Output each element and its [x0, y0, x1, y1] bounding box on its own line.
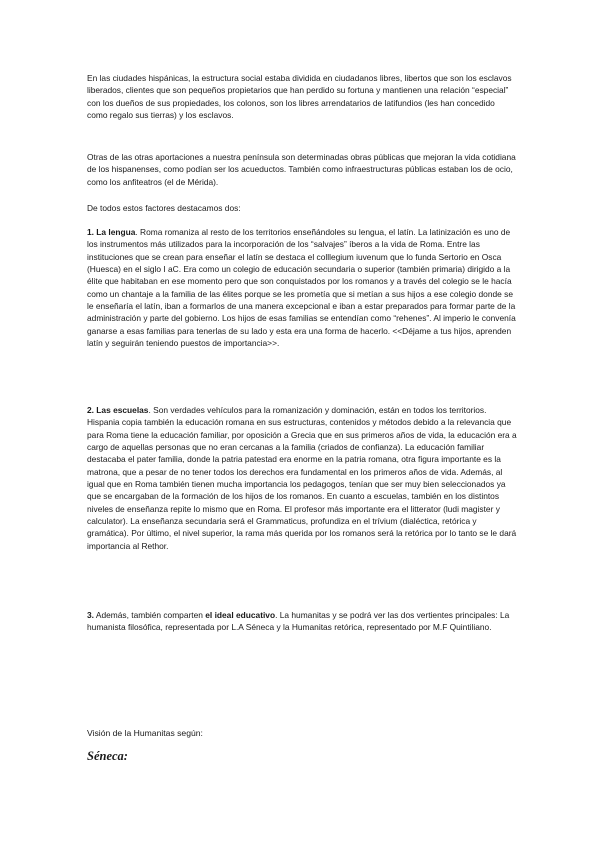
paragraph-language	[87, 226, 517, 349]
seneca-heading: Séneca:	[87, 749, 128, 763]
paragraph-public-works: Otras de las otras aportaciones a nuestra península son determinadas obras públicas que mejoran la vida cotidiana de los hispanenses, como podían ser los acueductos. También como infraestructuras públicas estaban los de ocio, como los anfiteatros (el de Mérida).	[87, 152, 516, 187]
paragraph-social-structure: En las ciudades hispánicas, la estructura social estaba dividida en ciudadanos libres, libertos que son los esclavos liberados, clientes que son pequeños propietarios que han perdido su fortuna y mantienen una relación “especial” con los dueños de sus propiedades, los colonos, son los libres arrendatarios de latifundios (les han concedido como regalo sus tierras) y los esclavos.	[87, 73, 512, 121]
ideal-body: . La humanitas y se podrá ver las dos vertientes principales: La humanista filosófica, representada por L.A Séneca y la Humanitas retórica, representado por M.F Quintiliano.	[87, 610, 510, 633]
language-heading: 1. La lengua	[87, 227, 136, 237]
ideal-number: 3.	[87, 610, 94, 620]
paragraph-educational-ideal	[87, 609, 517, 634]
humanitas-intro: Visión de la Humanitas según:	[87, 728, 203, 738]
ideal-intro: Además, también comparten	[94, 610, 206, 620]
schools-body: . Son verdades vehículos para la romanización y dominación, están en todos los territorios. Hispania copia también la educación romana en sus estructuras, contenidos y métodos debido a la relevancia que para Roma tiene la educación familiar, por oposición a Grecia que en sus primeros años de vida, la educación era a cargo de aquellas personas que no eran cercanas a la familia (criados de confianza). La educación familiar destacaba el pater familia, donde la patria patestad era enorme en la patria romana, otra figura importante es la matrona, que a pesar de no tener todos los derechos era fundamental en los primeros años de vida. Además, al igual que en Roma también tienen mucha importancia los pedagogos, tenían que ser muy bien seleccionados ya que se encargaban de la formación de los hijos de los romanos. En cuanto a escuelas, también en los distintos niveles de enseñanza repite lo mismo que en Roma. El profesor más importante era el litterator (ludi magister y calculator). La enseñanza secundaria será el Grammaticus, profundiza en el trívium (dialéctica, retórica y gramática). Por último, el nivel superior, la rama más querida por los romanos será la retórica por lo tanto se le dará importancia al Rethor.	[87, 405, 517, 551]
paragraph-factors-intro: De todos estos factores destacamos dos:	[87, 203, 241, 213]
schools-heading: 2. Las escuelas	[87, 405, 149, 415]
ideal-heading: el ideal educativo	[205, 610, 276, 620]
language-body: . Roma romaniza al resto de los territorios enseñándoles su lengua, el latín. La latinización es uno de los instrumentos más utilizados para la incorporación de los “salvajes” íberos a la vida de Roma. Entre las instituciones que se crean para enseñar el latín se destaca el colllegium iuvenum que lo funda Sertorio en Osca (Huesca) en el siglo I aC. Era como un colegio de educación secundaria o superior (también primaria) dirigido a la élite que habitaban en ese momento pero que son conquistados por los romanos y a través del colegio se le hacía como un chantaje a la familia de las élites porque se les prometía que si metían a sus hijos a ese colegio donde se le enseñaría el latín, iban a formarlos de una manera excepcional e iban a estar preparados para formar parte de la administración y parte del gobierno. Los hijos de esas familias se entendían como “rehenes”. Al imperio le convenía ganarse a esas familias para tenerlas de su lado y esta era una forma de hacerlo. <<Déjame a tus hijos, aprenden latín y seguirán teniendo puestos de importancia>>.	[87, 227, 516, 349]
paragraph-schools	[87, 404, 517, 552]
